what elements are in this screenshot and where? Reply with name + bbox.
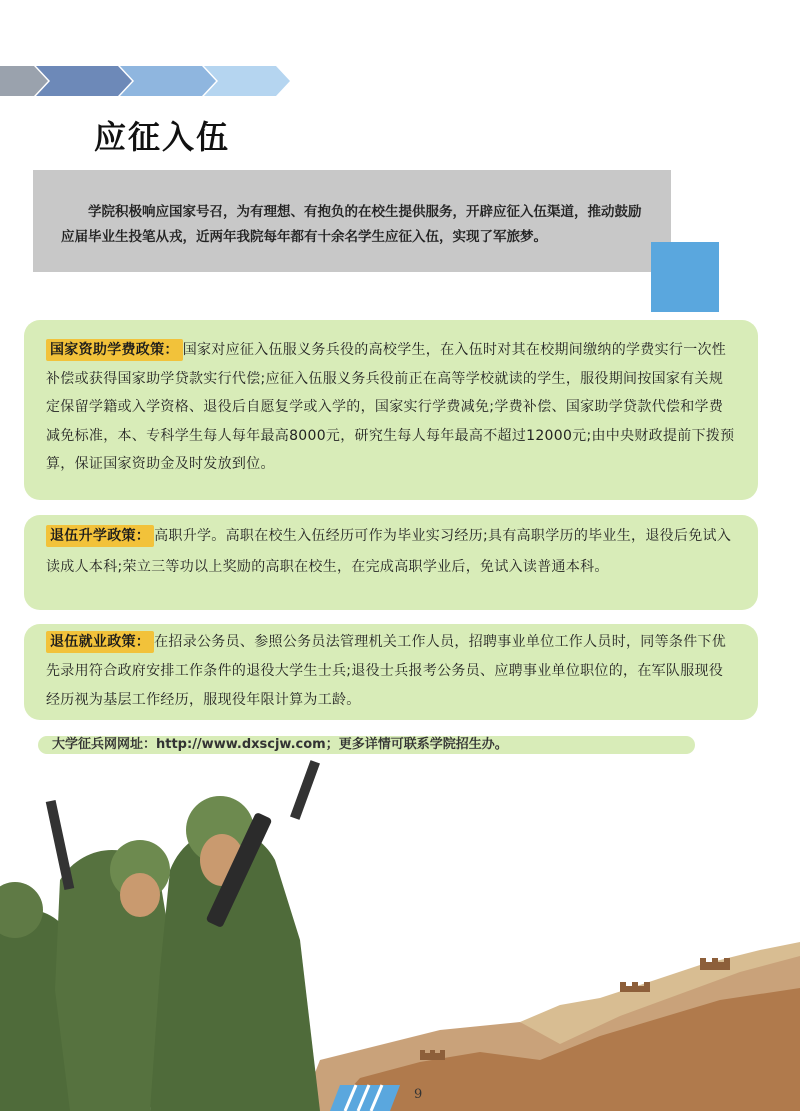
policy-panel-employment [24, 624, 758, 720]
website-note: 大学征兵网网址：http://www.dxscjw.com；更多详情可联系学院招生办。 [38, 736, 695, 754]
policy-label: 国家资助学费政策： [46, 339, 183, 361]
intro-paragraph: 学院积极响应国家号召，为有理想、有抱负的在校生提供服务，开辟应征入伍渠道，推动鼓励应届毕业生投笔从戎，近两年我院每年都有十余名学生应征入伍，实现了军旅梦。 [33, 170, 671, 272]
policy-text: 在招录公务员、参照公务员法管理机关工作人员，招聘事业单位工作人员时，同等条件下优先录用符合政府安排工作条件的退役大学生士兵;退役士兵报考公务员、应聘事业单位职位的，在军队服现役经历视为基层工作经历，服现役年限计算为工龄。 [46, 634, 727, 708]
policy-panel-education [24, 515, 758, 610]
policy-label: 退伍就业政策： [46, 631, 154, 653]
policy-text: 国家对应征入伍服义务兵役的高校学生，在入伍时对其在校期间缴纳的学费实行一次性补偿或获得国家助学贷款实行代偿;应征入伍服义务兵役前正在高等学校就读的学生，服役期间按国家有关规定保留学籍或入学资格、退役后自愿复学或入学的，国家实行学费减免;学费补偿、国家助学贷款代偿和学费减免标准，本、专科学生每人每年最高8000元，研究生每人每年最高不超过12000元;由中央财政提前下拨预算，保证国家资助金及时发放到位。 [46, 342, 735, 472]
policy-text: 高职升学。高职在校生入伍经历可作为毕业实习经历;具有高职学历的毕业生，退役后免试入读成人本科;荣立三等功以上奖励的高职在校生，在完成高职学业后，免试入读普通本科。 [46, 528, 732, 575]
policy-panel-tuition [24, 320, 758, 500]
header-chevron-decoration [0, 66, 300, 96]
soldiers-image [0, 760, 320, 1111]
accent-square [651, 242, 719, 312]
page-title: 应征入伍 [94, 118, 231, 156]
bottom-stripe-decoration [330, 1085, 400, 1111]
page-number: 9 [414, 1087, 423, 1102]
policy-label: 退伍升学政策： [46, 525, 154, 547]
soldiers-great-wall-illustration [0, 760, 800, 1111]
